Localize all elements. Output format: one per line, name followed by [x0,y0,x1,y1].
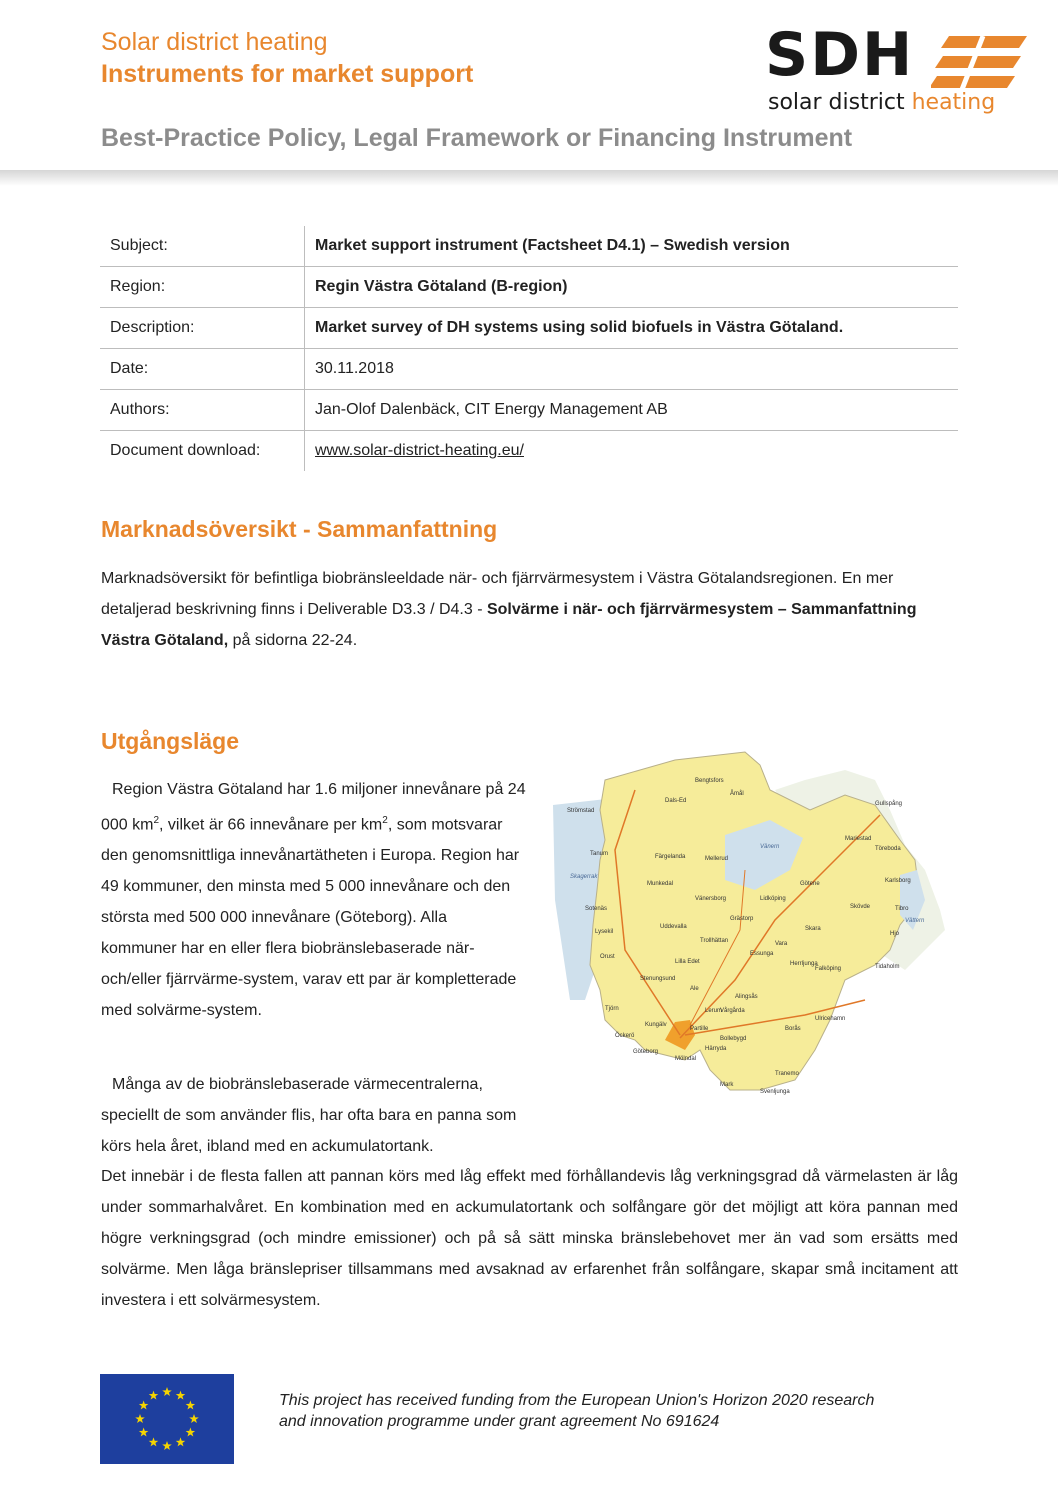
map-place-label: Åmål [730,791,744,797]
funding-line-1: This project has received funding from the European Union's Horizon 2020 research [279,1392,875,1409]
map-place-label: Falköping [815,966,842,972]
background-paragraph-2-cont: Det innebär i de flesta fallen att pannan körs med låg effekt med förhållandevis låg verkningsgrad då värmelasten är låg under sommarhalvåret. En kombination med en ackumulatortank och solfångare gör det möjligt att köra pannan med högre verkningsgrad (och mindre emissioner) och på så sätt minska bränslebehovet mer än vad som ersätts med solvärme. Men låga bränslepriser tillsammans med avsaknad av erfarenhet från solfångare, skapar små incitament att investera i ett solvärmesystem. [101,1168,958,1309]
map-place-label: Grästorp [730,916,754,922]
background-paragraph-1 [101,774,526,1026]
meta-label: Region: [100,267,305,308]
map-place-label: Gullspång [875,801,903,807]
map-place-label: Göteborg [633,1049,659,1055]
map-place-label: Tanum [590,851,609,857]
map-place-label: Borås [785,1026,801,1032]
funding-statement [279,1390,979,1432]
meta-value [305,431,959,472]
map-place-label: Ulricehamn [815,1016,846,1022]
map-place-label: Trollhättan [700,938,729,944]
map-place-label: Töreboda [875,846,901,852]
map-place-label: Skara [805,926,821,932]
summary-text: Marknadsöversikt för befintliga biobränsleeldade när- och fjärrvärmesystem i Västra Götalandsregionen. En mer detaljerad beskrivning finns i Deliverable D3.3 / D4.3 - [101,570,894,618]
map-place-label: Skagerrak [570,874,598,880]
header-title-line1: Solar district heating [101,28,328,56]
logo-tagline [768,90,995,115]
map-place-label: Götene [800,881,820,887]
section-heading-summary: Marknadsöversikt - Sammanfattning [101,516,498,542]
meta-value: 30.11.2018 [305,349,959,390]
p1-superscript: 2 [153,815,160,826]
map-place-label: Mariestad [845,836,872,842]
table-row [100,431,958,472]
map-place-label: Mark [720,1082,734,1088]
section-heading-background: Utgångsläge [101,728,240,754]
region-map [545,750,960,1095]
meta-value: Market survey of DH systems using solid biofuels in Västra Götaland. [305,308,959,349]
document-download-link[interactable]: www.solar-district-heating.eu/ [315,442,524,459]
map-place-label: Dals-Ed [665,798,687,804]
map-place-label: Tranemo [775,1071,799,1077]
meta-value: Market support instrument (Factsheet D4.1) – Swedish version [305,226,959,267]
map-place-label: Partille [690,1026,709,1032]
map-place-label: Öckerö [615,1033,635,1039]
map-place-label: Lerum [705,1008,723,1014]
p1-superscript: 2 [382,815,388,826]
table-row [100,267,958,308]
header-title-line2: Instruments for market support [101,60,474,88]
p1-text-b: , vilket är 66 innevånare per km [159,816,383,834]
map-place-label: Lysekil [595,929,614,935]
table-row [100,390,958,431]
map-place-label: Vara [775,941,788,947]
map-place-label: Vänersborg [695,896,727,902]
summary-paragraph [101,563,958,656]
map-place-label: Bengtsfors [695,778,724,784]
meta-label: Description: [100,308,305,349]
map-place-label: Tjörn [605,1006,619,1012]
map-place-label: Uddevalla [660,924,687,930]
background-paragraph-2-start: Många av de biobränslebaserade värmecentralerna, speciellt de som använder flis, har ofta bara en panna som körs hela året, ibland med en ackumulatortank. [101,1076,517,1155]
map-place-label: Karlsborg [885,878,911,884]
sdh-logo [765,20,1027,120]
map-place-label: Tibro [895,906,909,912]
map-place-label: Härryda [705,1046,727,1052]
logo-stripes-icon [931,36,1027,92]
p1-text-a: Region Västra Götaland har 1.6 miljoner innevånare på 24 000 km [101,781,526,834]
map-place-label: Skövde [850,904,871,910]
meta-label: Subject: [100,226,305,267]
meta-label: Date: [100,349,305,390]
header-subtitle: Best-Practice Policy, Legal Framework or Financing Instrument [101,124,853,152]
map-place-label: Munkedal [647,881,674,887]
map-place-label: Stenungsund [640,976,676,982]
map-place-label: Ale [690,986,699,992]
meta-label: Authors: [100,390,305,431]
summary-text-end: på sidorna 22-24. [228,632,358,649]
metadata-table [100,226,958,471]
table-row [100,308,958,349]
logo-tagline-part2: heating [911,90,996,115]
logo-tagline-part1: solar district [768,90,912,115]
map-place-label: Hjo [890,931,900,937]
map-place-label: Sotenäs [585,906,608,912]
meta-value: Regin Västra Götaland (B-region) [305,267,959,308]
map-place-label: Essunga [750,951,774,957]
map-place-label: Kungälv [645,1022,667,1028]
meta-value: Jan-Olof Dalenbäck, CIT Energy Management AB [305,390,959,431]
meta-label: Document download: [100,431,305,472]
map-place-label: Strömstad [567,808,595,814]
table-row [100,349,958,390]
funding-line-2: and innovation programme under grant agreement No 691624 [279,1413,720,1430]
map-place-label: Herrljunga [790,961,818,967]
map-place-label: Svenljunga [760,1089,790,1095]
map-place-label: Mölndal [675,1056,697,1062]
map-place-label: Färgelanda [655,854,686,860]
logo-mark: SDH [765,20,915,90]
table-row [100,226,958,267]
map-place-label: Orust [600,954,615,960]
map-place-label: Mellerud [705,856,729,862]
map-place-label: Lilla Edet [675,959,700,965]
map-place-label: Lidköping [760,896,786,902]
p1-text-c: , som motsvarar den genomsnittliga innevånartätheten i Europa. Region har 49 kommuner, den minsta med 5 000 innevånare och den största med 500 000 innevånare (Göteborg). Alla kommuner har en eller flera biobränslebaserade när- och/eller fjärrvärme-system, varav ett par är kompletterade med solvärme-system. [101,816,520,1020]
map-place-label: Vänern [760,844,780,850]
map-place-label: Tidaholm [875,964,900,970]
summary-report-title: Solvärme i när- och fjärrvärmesystem – Sammanfattning Västra Götaland, [101,601,917,649]
header-divider [0,170,1058,186]
map-place-label: Vättern [905,918,925,924]
map-place-label: Vårgårda [720,1008,745,1014]
map-place-label: Bollebygd [720,1036,747,1042]
map-place-label: Alingsås [735,994,758,1000]
eu-flag [100,1374,234,1464]
